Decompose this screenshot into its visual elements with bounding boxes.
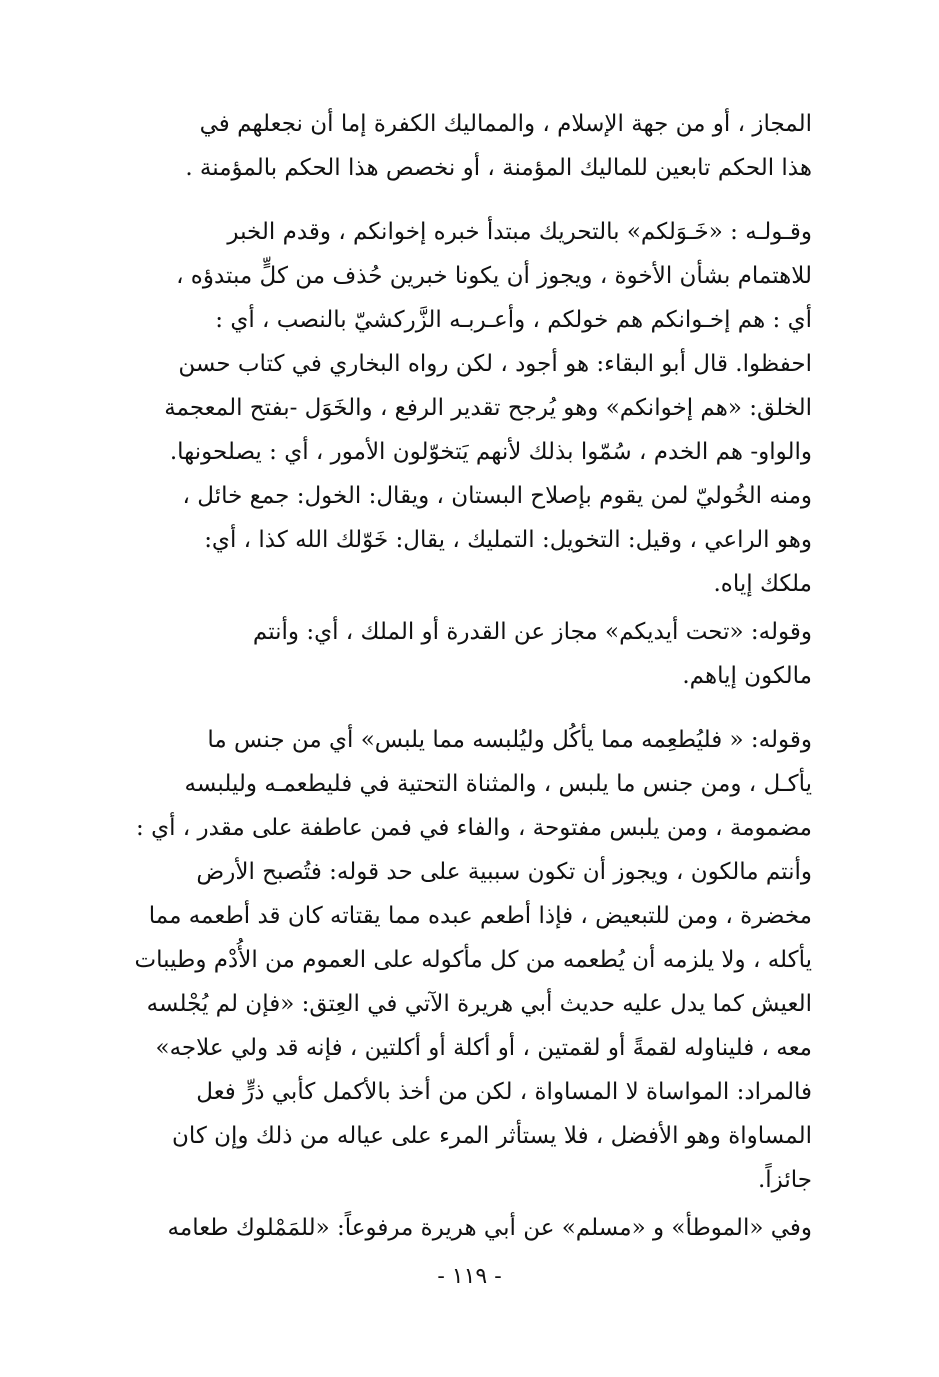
text-line: العيش كما يدل عليه حديث أبي هريرة الآتي في العِتق: «فإن لم يُجْلسه <box>146 991 812 1017</box>
text-line: هذا الحكم تابعين للماليك المؤمنة ، أو نخصص هذا الحكم بالمؤمنة . <box>185 155 812 181</box>
paragraph-2 <box>132 210 812 606</box>
text-line: وفي «الموطأ» و «مسلم» عن أبي هريرة مرفوعاً: «للمَمْلوك طعامه <box>167 1215 812 1241</box>
text-line: أي : هم إخـوانكم هم خولكم ، وأعـربـه الزَّركشيّ بالنصب ، أي : <box>215 307 812 333</box>
text-line: وقوله: «تحت أيديكم» مجاز عن القدرة أو الملك ، أي: وأنتم <box>252 619 812 645</box>
text-line: للاهتمام بشأن الأخوة ، ويجوز أن يكونا خبرين حُذف من كلٍّ مبتدؤه ، <box>176 263 812 289</box>
text-line: والواو- هم الخدم ، سُمّوا بذلك لأنهم يَتخوّلون الأمور ، أي : يصلحونها. <box>169 439 812 465</box>
page-number: - ١١٩ - <box>437 1264 502 1289</box>
text-line: ملكك إياه. <box>713 571 812 597</box>
paragraph-1 <box>132 102 812 190</box>
text-line: مخضرة ، ومن للتبعيض ، فإذا أطعم عبده مما يقتاته كان قد أطعمه مما <box>148 903 812 929</box>
text-line: يأكـل ، ومن جنس ما يلبس ، والمثناة التحتية في فليطعمـه وليلبسه <box>184 771 812 797</box>
text-line: المساواة وهو الأفضل ، فلا يستأثر المرء على عياله من ذلك وإن كان <box>171 1123 812 1149</box>
text-line: ومنه الخُوليّ لمن يقوم بإصلاح البستان ، ويقال: الخول: جمع خائل ، <box>182 483 812 509</box>
text-line: احفظوا. قال أبو البقاء: هو أجود ، لكن رواه البخاري في كتاب حسن <box>178 351 812 377</box>
text-line: مضمومة ، ومن يلبس مفتوحة ، والفاء في فمن عاطفة على مقدر ، أي : <box>136 815 812 841</box>
text-line: جائزاً. <box>757 1167 812 1193</box>
text-line: فالمراد: المواساة لا المساواة ، لكن من أخذ بالأكمل كأبي ذرٍّ فعل <box>196 1079 812 1105</box>
text-line: وأنتم مالكون ، ويجوز أن تكون سببية على حد قوله: فتُصبح الأرض <box>196 859 812 885</box>
text-line: الخلق: «هم إخوانكم» وهو يُرجح تقدير الرفع ، والخَوَل -بفتح المعجمة <box>164 395 812 421</box>
text-line: مالكون إياهم. <box>682 663 812 689</box>
text-line: وقـولـه : «خَـوَلكم» بالتحريك مبتدأ خبره إخوانكم ، وقدم الخبر <box>227 219 812 245</box>
text-line: يأكله ، ولا يلزمه أن يُطعمه من كل مأكوله على العموم من الأُدْم وطيبات <box>134 947 812 973</box>
text-line: المجاز ، أو من جهة الإسلام ، والمماليك الكفرة إما أن نجعلهم في <box>199 111 812 137</box>
paragraph-5 <box>132 1206 812 1250</box>
text-line: وهو الراعي ، وقيل: التخويل: التمليك ، يقال: خَوّلك الله كذا ، أي: <box>204 527 812 553</box>
text-line: وقوله: « فليُطعِمه مما يأكُل وليُلبسه مما يلبس» أي من جنس ما <box>207 727 812 753</box>
paragraph-3 <box>132 610 812 698</box>
text-line: معه ، فليناوله لقمةً أو لقمتين ، أو أكلة أو أكلتين ، فإنه قد ولي علاجه» <box>155 1035 812 1061</box>
paragraph-4 <box>132 718 812 1202</box>
